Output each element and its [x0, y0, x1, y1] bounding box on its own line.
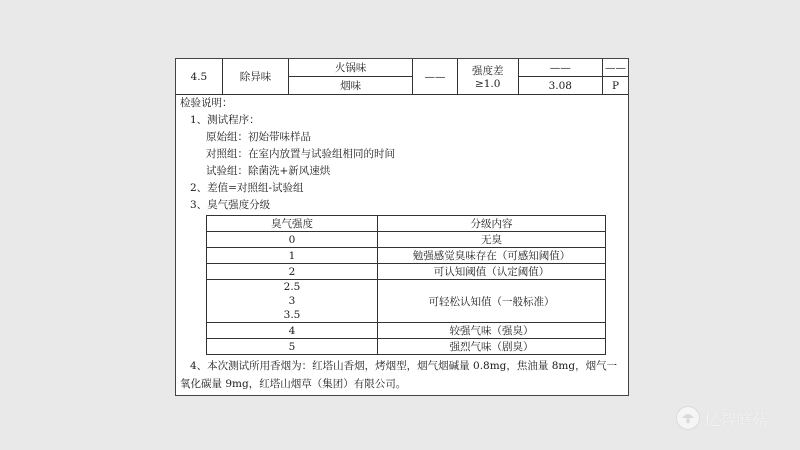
mushroom-icon — [676, 406, 700, 430]
grade-level: 2 — [207, 264, 378, 280]
cigarette-footnote: 4、本次测试所用香烟为：红塔山香烟，烤烟型，烟气烟碱量 0.8mg，焦油量 8mg，烟气一 氧化碳量 9mg，红塔山烟草（集团）有限公司。 — [180, 360, 618, 390]
note-1c: 试验组：除菌洗+新风速烘 — [206, 165, 331, 177]
measured-value: 3.08 — [518, 77, 602, 95]
watermark — [676, 402, 786, 434]
document-page — [175, 58, 629, 396]
grade-level-multi: 2.5 3 3.5 — [207, 280, 378, 323]
grade-desc: 可轻松认知值（一般标准） — [378, 280, 606, 323]
item-name: 除异味 — [222, 59, 288, 95]
result-cell: P — [603, 77, 629, 95]
grade-desc: 勉强感觉臭味存在（可感知阈值） — [378, 248, 606, 264]
item-number: 4.5 — [176, 59, 222, 95]
dash-cell: —— — [413, 59, 458, 95]
grade-level: 0 — [207, 232, 378, 248]
grade-header-desc: 分级内容 — [378, 216, 606, 232]
note-3: 3、臭气强度分级 — [190, 199, 271, 211]
note-1a: 原始组：初始带味样品 — [206, 131, 311, 143]
grade-desc: 强烈气味（剧臭） — [378, 339, 606, 355]
results-table — [176, 59, 628, 95]
notes-heading: 检验说明： — [180, 97, 233, 109]
grade-level: 1 — [207, 248, 378, 264]
note-1: 1、测试程序： — [190, 114, 260, 126]
grade-level: 5 — [207, 339, 378, 355]
grade-level: 4 — [207, 323, 378, 339]
sub-item-hotpot: 火锅味 — [289, 59, 413, 77]
grade-desc: 可认知阈值（认定阈值） — [378, 264, 606, 280]
sub-item-smoke: 烟味 — [289, 77, 413, 95]
grade-desc: 无臭 — [378, 232, 606, 248]
odor-grade-table — [206, 215, 606, 355]
criterion-cell: 强度差 ≥1.0 — [457, 59, 518, 95]
note-2: 2、差值=对照组-试验组 — [190, 182, 304, 194]
dash-cell: —— — [518, 59, 602, 77]
grade-desc: 较强气味（强臭） — [378, 323, 606, 339]
watermark-text: 亿智蘑菇 — [704, 409, 769, 429]
dash-cell: —— — [603, 59, 629, 77]
grade-header-level: 臭气强度 — [207, 216, 378, 232]
test-notes — [176, 95, 628, 214]
note-1b: 对照组：在室内放置与试验组相同的时间 — [206, 148, 395, 160]
